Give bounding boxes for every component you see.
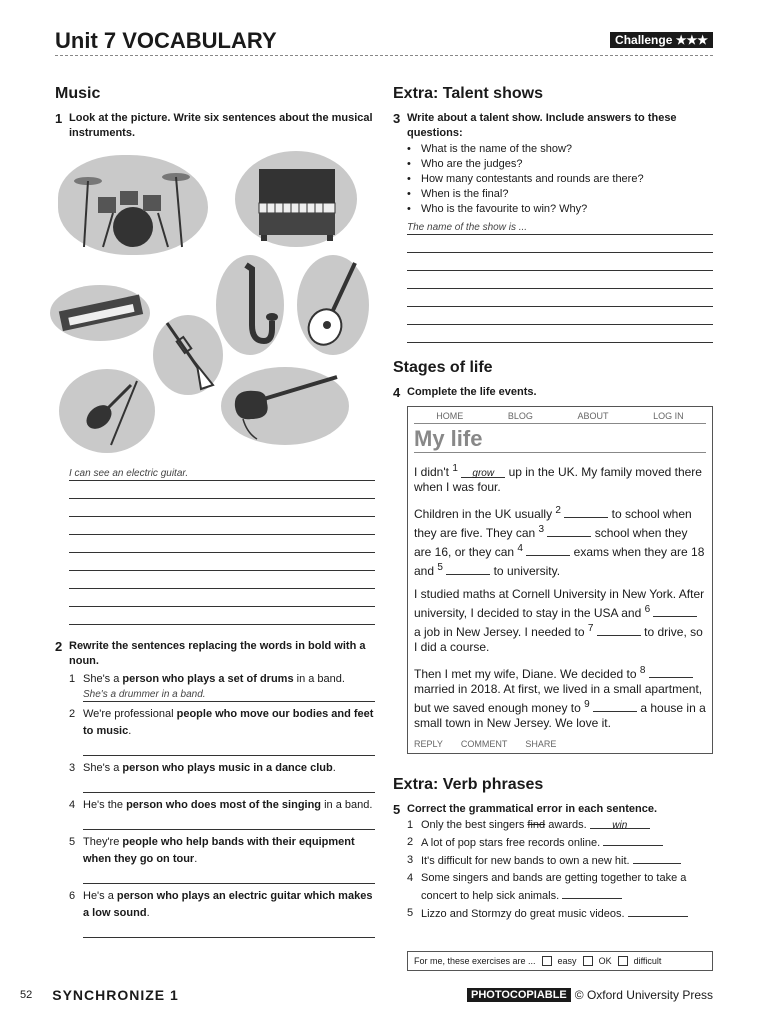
self-assessment: For me, these exercises are ... easy OK difficult [407,951,713,971]
violin-picture [59,369,155,453]
example-answer: The name of the show is ... [407,222,528,233]
answer-line[interactable] [407,325,713,343]
answer-line[interactable] [407,289,713,307]
blog-title: My life [414,424,706,453]
list-item: • Who is the favourite to win? Why? [407,202,713,217]
reply-link[interactable]: REPLY [414,739,443,749]
task2-item-6: 6 He's a person who plays an electric guitar which makes a low sound. [69,890,373,919]
example-answer: She's a drummer in a band. [83,689,206,700]
gap-6[interactable] [653,605,697,617]
answer-line[interactable] [407,235,713,253]
blog-paragraph-3: I studied maths at Cornell University in New York. After university, I decided to stay in the USA and $^6$ a job in New Jersey. I needed to $^7$ to drive, so I did a course. [414,587,705,654]
page-footer [20,985,713,1005]
answer-line[interactable] [69,517,375,535]
task2-item-3: 3 She's a person who plays music in a dance club. [69,762,336,774]
page-number: 52 [20,989,33,1001]
right-column [393,85,713,923]
comment-link[interactable]: COMMENT [460,739,508,749]
section-heading-stages-of-life: Stages of life [393,359,493,376]
task5-item-4: 4 Some singers and bands are getting together to take a concert to help sick animals. [407,872,687,902]
task3-answer-lines [407,217,713,343]
share-link[interactable]: SHARE [525,739,557,749]
blog-footer-links [414,739,706,749]
photocopiable-badge: PHOTOCOPIABLE [467,988,571,1002]
task5-item-1: 1 Only the best singers find awards. win [407,817,713,834]
acoustic-guitar-picture [297,255,369,355]
task-1: 1 Look at the picture. Write six sentences about the musical instruments. [55,111,373,139]
answer-line[interactable] [69,589,375,607]
gap-5[interactable] [446,563,490,575]
answer-gap[interactable]: win [590,817,650,829]
task2-item-1: 1 She's a person who plays a set of drums in a band. [69,673,345,685]
task2-item-4: 4 He's the person who does most of the singing in a band. [69,799,373,811]
ok-checkbox[interactable] [583,956,593,966]
answer-line[interactable] [407,307,713,325]
gap-8[interactable] [649,666,693,678]
gap-7[interactable] [597,624,641,636]
gap-3[interactable] [547,525,591,537]
publisher: © Oxford University Press [574,988,713,1002]
answer-line[interactable] [83,688,375,702]
page-header [55,26,713,56]
keyboard-picture [50,285,150,341]
list-item: • When is the final? [407,187,713,202]
answer-line[interactable] [407,217,713,235]
gap-4[interactable] [526,544,570,556]
gap-9[interactable] [593,700,637,712]
piano-picture [235,151,357,247]
gap-2[interactable] [564,506,608,518]
answer-line[interactable] [83,814,375,830]
answer-line[interactable] [83,777,375,793]
task-4: 4 Complete the life events. [393,385,537,400]
left-column [55,85,375,938]
answer-gap[interactable] [562,887,622,899]
section-heading-talent-shows: Extra: Talent shows [393,85,543,102]
question-list [407,142,713,217]
answer-gap[interactable] [603,834,663,846]
nav-home[interactable]: HOME [436,411,464,421]
blog-box [407,406,713,754]
section-heading-music: Music [55,85,101,102]
list-item: • How many contestants and rounds are there? [407,172,713,187]
blog-paragraph-2: Children in the UK usually $^2$ to school when they are five. They can $^3$ school when they are 16, or they can $^4$ exams when they are 18 and $^5$ to university. [414,505,705,578]
answer-line[interactable] [69,571,375,589]
answer-line[interactable] [407,253,713,271]
answer-line[interactable] [69,499,375,517]
gap-1[interactable]: grow [461,466,505,478]
task2-item-2: 2 We're professional people who move our bodies and feet to music. [69,708,374,737]
easy-checkbox[interactable] [542,956,552,966]
answer-line[interactable] [69,463,375,481]
list-item: • Who are the judges? [407,157,713,172]
blog-paragraph-4: Then I met my wife, Diane. We decided to $^8$ married in 2018. At first, we lived in a small apartment, but we saved enough money to $^9$ a house in a small town in New Jersey. We love it. [414,665,706,730]
answer-line[interactable] [69,535,375,553]
task5-item-2: 2 A lot of pop stars free records online. [407,834,713,852]
task-2: 2 Rewrite the sentences replacing the words in bold with a noun. [55,639,366,667]
task5-item-5: 5 Lizzo and Stormzy do great music videos. [407,905,713,923]
answer-line[interactable] [69,481,375,499]
answer-line[interactable] [69,553,375,571]
unit-title: Unit 7 VOCABULARY [55,28,277,53]
task-5: 5 Correct the grammatical error in each sentence. [393,802,658,817]
nav-about[interactable]: ABOUT [577,411,609,421]
task-3: 3 Write about a talent show. Include answers to these questions: [393,111,677,139]
answer-gap[interactable] [633,852,681,864]
blog-nav [414,411,706,424]
saxophone-picture [216,255,284,355]
challenge-badge: Challenge ★★★ [610,32,713,48]
list-item: • What is the name of the show? [407,142,713,157]
task1-answer-lines [69,463,375,625]
section-heading-verb-phrases: Extra: Verb phrases [393,776,544,793]
instruments-picture [55,147,375,457]
answer-line[interactable] [83,740,375,756]
brand-logo: SYNCHRONIZE 1 [52,987,179,1003]
task2-item-5: 5 They're people who help bands with their equipment when they go on tour. [69,836,355,865]
answer-line[interactable] [69,607,375,625]
task5-item-3: 3 It's difficult for new bands to own a new hit. [407,852,713,870]
electric-guitar-picture [221,367,349,445]
trumpet-picture [153,315,223,395]
example-answer: I can see an electric guitar. [69,468,189,479]
blog-paragraph-1: I didn't $^1$ grow up in the UK. My family moved there when I was four. [414,463,702,494]
answer-line[interactable] [83,922,375,938]
nav-login[interactable]: LOG IN [653,411,684,421]
answer-line[interactable] [407,271,713,289]
task2-items [69,671,375,938]
nav-blog[interactable]: BLOG [507,411,533,421]
answer-line[interactable] [83,868,375,884]
answer-gap[interactable] [628,905,688,917]
task5-items [407,817,713,923]
difficult-checkbox[interactable] [618,956,628,966]
drum-kit-picture [58,155,208,255]
